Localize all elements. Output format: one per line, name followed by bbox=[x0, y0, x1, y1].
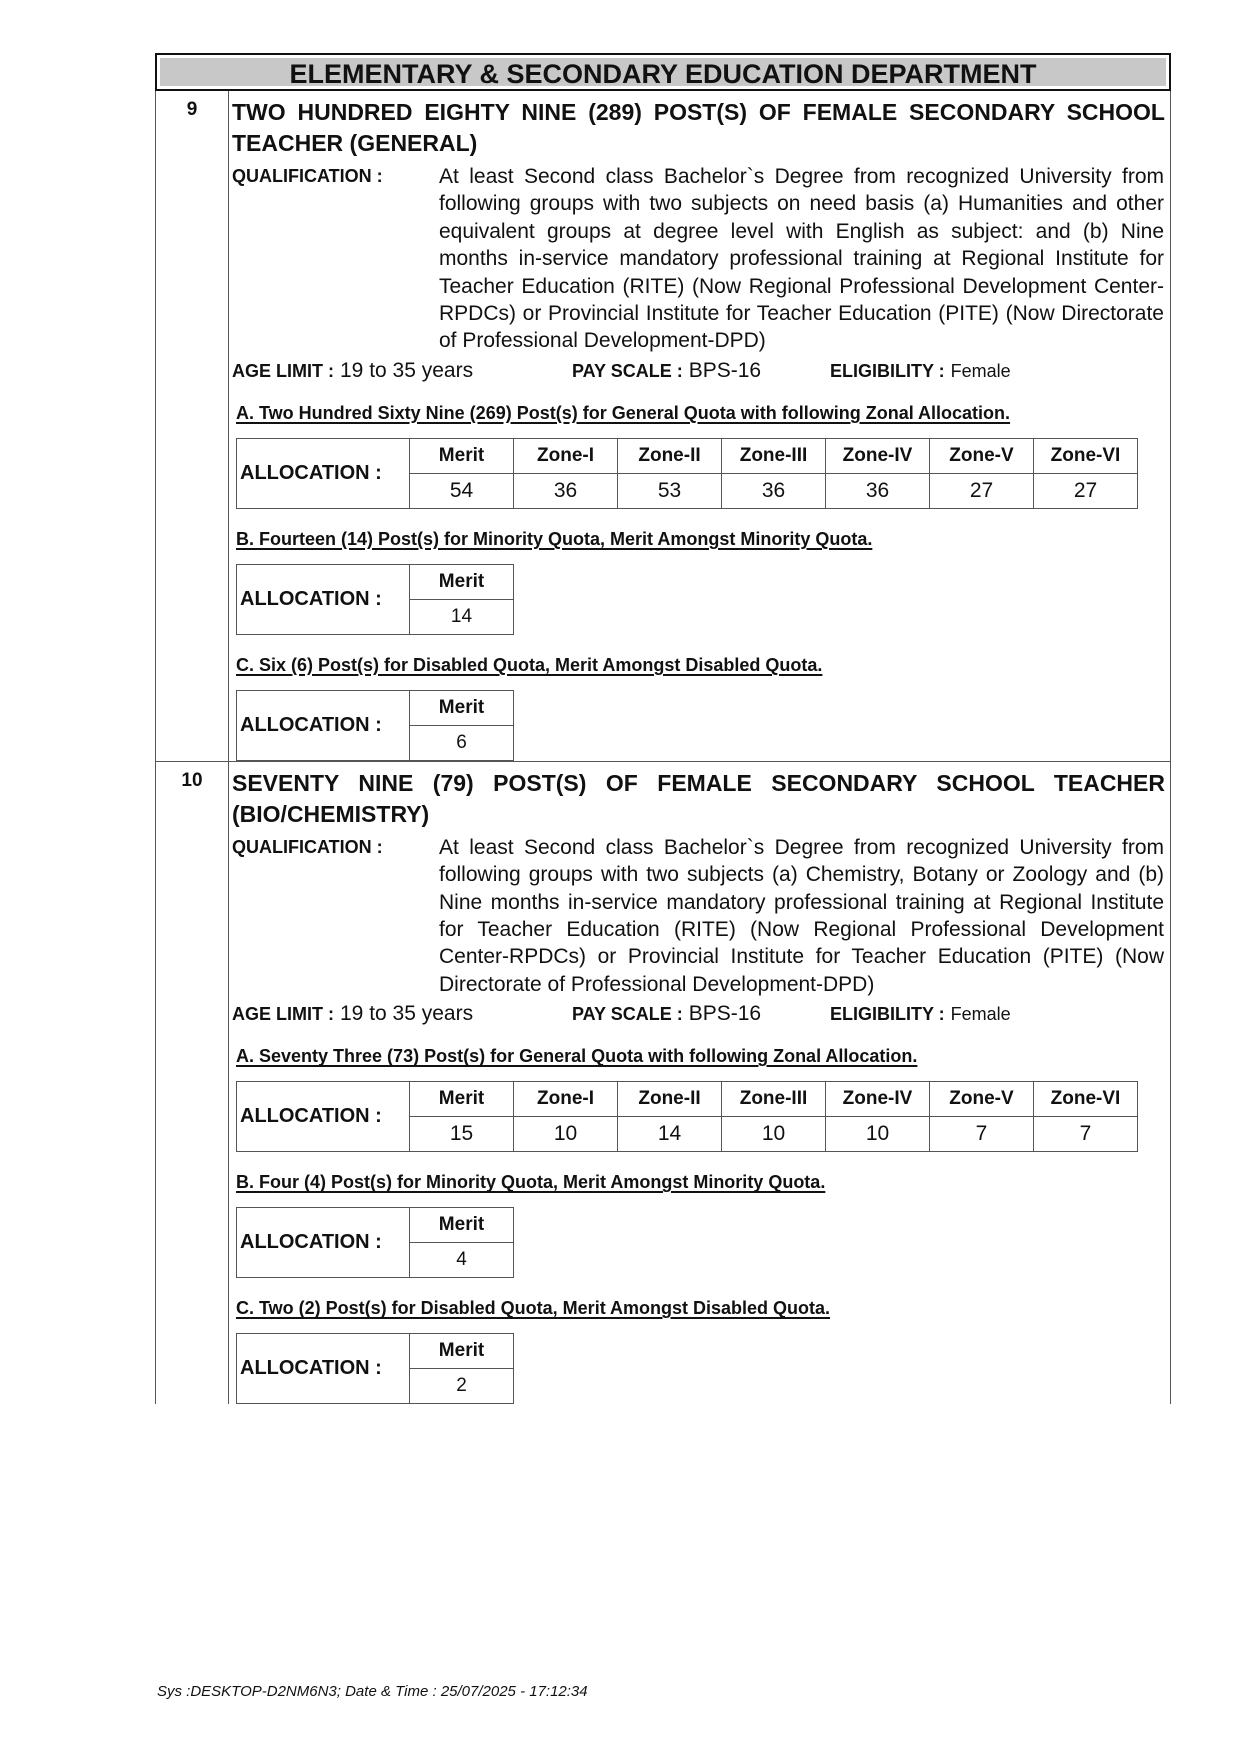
post-title: TWO HUNDRED EIGHTY NINE (289) POST(S) OF FEMALE SECONDARY SCHOOL TEACHER (GENERAL) bbox=[232, 99, 1165, 156]
age-limit bbox=[232, 1002, 572, 1026]
allocation-column-header: Merit bbox=[410, 1208, 514, 1243]
allocation-value: 54 bbox=[410, 473, 514, 508]
quota-section-heading: A. Two Hundred Sixty Nine (269) Post(s) for General Quota with following Zonal Allocation. bbox=[236, 402, 1011, 423]
eligibility-label: ELIGIBILITY : bbox=[830, 1004, 945, 1025]
post-meta-row bbox=[232, 1002, 1167, 1026]
quota-section-heading: A. Seventy Three (73) Post(s) for General Quota with following Zonal Allocation. bbox=[236, 1046, 918, 1067]
age-limit bbox=[232, 359, 572, 383]
allocation-table bbox=[236, 564, 514, 635]
allocation-value: 36 bbox=[514, 473, 618, 508]
allocation-header-row bbox=[237, 1334, 514, 1369]
allocation-label: ALLOCATION : bbox=[237, 564, 410, 634]
quota-sections bbox=[232, 403, 1167, 761]
age-limit-value: 19 to 35 years bbox=[340, 1002, 474, 1026]
post-meta-row bbox=[232, 359, 1167, 383]
allocation-value: 14 bbox=[618, 1117, 722, 1152]
allocation-column-header: Merit bbox=[410, 1082, 514, 1117]
qualification-label: QUALIFICATION : bbox=[232, 166, 383, 186]
allocation-header-row bbox=[237, 564, 514, 599]
pay-scale-value: BPS-16 bbox=[688, 1002, 762, 1026]
allocation-label: ALLOCATION : bbox=[237, 438, 410, 508]
document-page bbox=[155, 53, 1171, 1404]
qualification-label: QUALIFICATION : bbox=[232, 836, 383, 857]
post-item bbox=[155, 91, 1171, 761]
eligibility-label: ELIGIBILITY : bbox=[830, 360, 945, 381]
pay-scale bbox=[572, 1002, 830, 1026]
footer-system-info: Sys :DESKTOP-D2NM6N3; Date & Time : 25/07/2025 - 17:12:34 bbox=[157, 1683, 588, 1700]
allocation-value: 15 bbox=[410, 1117, 514, 1152]
qualification-row bbox=[232, 834, 1167, 998]
quota-section-heading: B. Four (4) Post(s) for Minority Quota, Merit Amongst Minority Quota. bbox=[236, 1172, 826, 1193]
eligibility-value: Female bbox=[950, 360, 1011, 381]
allocation-label: ALLOCATION : bbox=[237, 690, 410, 760]
allocation-column-header: Zone-III bbox=[722, 438, 826, 473]
allocation-table bbox=[236, 1081, 1138, 1152]
allocation-value: 10 bbox=[514, 1117, 618, 1152]
allocation-table bbox=[236, 690, 514, 761]
allocation-value: 4 bbox=[410, 1243, 514, 1278]
allocation-column-header: Zone-II bbox=[618, 1082, 722, 1117]
post-list bbox=[155, 91, 1171, 1404]
allocation-column-header: Zone-III bbox=[722, 1082, 826, 1117]
pay-scale-label: PAY SCALE : bbox=[572, 1004, 683, 1025]
allocation-value: 10 bbox=[722, 1117, 826, 1152]
allocation-label: ALLOCATION : bbox=[237, 1082, 410, 1152]
allocation-value: 53 bbox=[618, 473, 722, 508]
allocation-column-header: Zone-I bbox=[514, 1082, 618, 1117]
quota-section-heading: C. Two (2) Post(s) for Disabled Quota, Merit Amongst Disabled Quota. bbox=[236, 1298, 831, 1319]
qualification-row bbox=[232, 163, 1167, 355]
allocation-value: 36 bbox=[826, 473, 930, 508]
allocation-label: ALLOCATION : bbox=[237, 1334, 410, 1404]
allocation-value: 27 bbox=[930, 473, 1034, 508]
allocation-table bbox=[236, 1207, 514, 1278]
allocation-value: 7 bbox=[930, 1117, 1034, 1152]
allocation-column-header: Zone-V bbox=[930, 1082, 1034, 1117]
post-title: SEVENTY NINE (79) POST(S) OF FEMALE SECONDARY SCHOOL TEACHER (BIO/CHEMISTRY) bbox=[232, 769, 1165, 827]
allocation-column-header: Zone-VI bbox=[1034, 438, 1138, 473]
allocation-column-header: Zone-VI bbox=[1034, 1082, 1138, 1117]
age-limit-label: AGE LIMIT : bbox=[232, 1004, 334, 1025]
allocation-column-header: Zone-V bbox=[930, 438, 1034, 473]
allocation-header-row bbox=[237, 1208, 514, 1243]
allocation-table bbox=[236, 1333, 514, 1404]
quota-section-heading: B. Fourteen (14) Post(s) for Minority Quota, Merit Amongst Minority Quota. bbox=[236, 528, 873, 549]
post-body bbox=[229, 762, 1170, 1404]
age-limit-value: 19 to 35 years bbox=[340, 358, 474, 382]
allocation-header-row bbox=[237, 1082, 1138, 1117]
allocation-column-header: Merit bbox=[410, 438, 514, 473]
allocation-header-row bbox=[237, 438, 1138, 473]
allocation-column-header: Zone-IV bbox=[826, 1082, 930, 1117]
quota-sections bbox=[232, 1046, 1167, 1404]
allocation-header-row bbox=[237, 690, 514, 725]
allocation-table bbox=[236, 438, 1138, 509]
post-number: 10 bbox=[156, 762, 229, 1404]
allocation-column-header: Merit bbox=[410, 690, 514, 725]
qualification-text: At least Second class Bachelor`s Degree from recognized University from following groups with two subjects (a) Chemistry, Botany or Zoology and (b) Nine months in-service mandatory professional training at Regional Institute for Teacher Education (RITE) (Now Regional Professional Development Center-RPDCs) or Provincial Institute for Teacher Education (PITE) (Now Directorate of Professional Development-DPD) bbox=[439, 835, 1164, 996]
post-body bbox=[229, 91, 1170, 761]
allocation-column-header: Zone-I bbox=[514, 438, 618, 473]
eligibility bbox=[830, 1002, 1011, 1026]
age-limit-label: AGE LIMIT : bbox=[232, 360, 334, 381]
pay-scale bbox=[572, 359, 830, 383]
allocation-column-header: Merit bbox=[410, 1334, 514, 1369]
department-title: ELEMENTARY & SECONDARY EDUCATION DEPARTMENT bbox=[160, 58, 1166, 86]
allocation-label: ALLOCATION : bbox=[237, 1208, 410, 1278]
post-item bbox=[155, 761, 1171, 1404]
allocation-value: 27 bbox=[1034, 473, 1138, 508]
eligibility-value: Female bbox=[950, 1004, 1011, 1025]
allocation-column-header: Zone-II bbox=[618, 438, 722, 473]
eligibility bbox=[830, 359, 1011, 383]
post-number: 9 bbox=[156, 91, 229, 761]
allocation-column-header: Merit bbox=[410, 564, 514, 599]
allocation-value: 36 bbox=[722, 473, 826, 508]
pay-scale-label: PAY SCALE : bbox=[572, 360, 683, 381]
allocation-column-header: Zone-IV bbox=[826, 438, 930, 473]
department-header bbox=[155, 53, 1171, 91]
allocation-value: 10 bbox=[826, 1117, 930, 1152]
allocation-value: 7 bbox=[1034, 1117, 1138, 1152]
allocation-value: 14 bbox=[410, 599, 514, 634]
quota-section-heading: C. Six (6) Post(s) for Disabled Quota, Merit Amongst Disabled Quota. bbox=[236, 654, 823, 675]
allocation-value: 2 bbox=[410, 1369, 514, 1404]
allocation-value: 6 bbox=[410, 725, 514, 760]
qualification-text: At least Second class Bachelor`s Degree from recognized University from following groups with two subjects on need basis (a) Humanities and other equivalent groups at degree level with English as subject: and (b) Nine months in-service mandatory professional training at Regional Institute for Teacher Education (RITE) (Now Regional Professional Development Center-RPDCs) or Provincial Institute for Teacher Education (PITE) (Now Directorate of Professional Development-DPD) bbox=[439, 165, 1164, 353]
pay-scale-value: BPS-16 bbox=[688, 358, 762, 382]
